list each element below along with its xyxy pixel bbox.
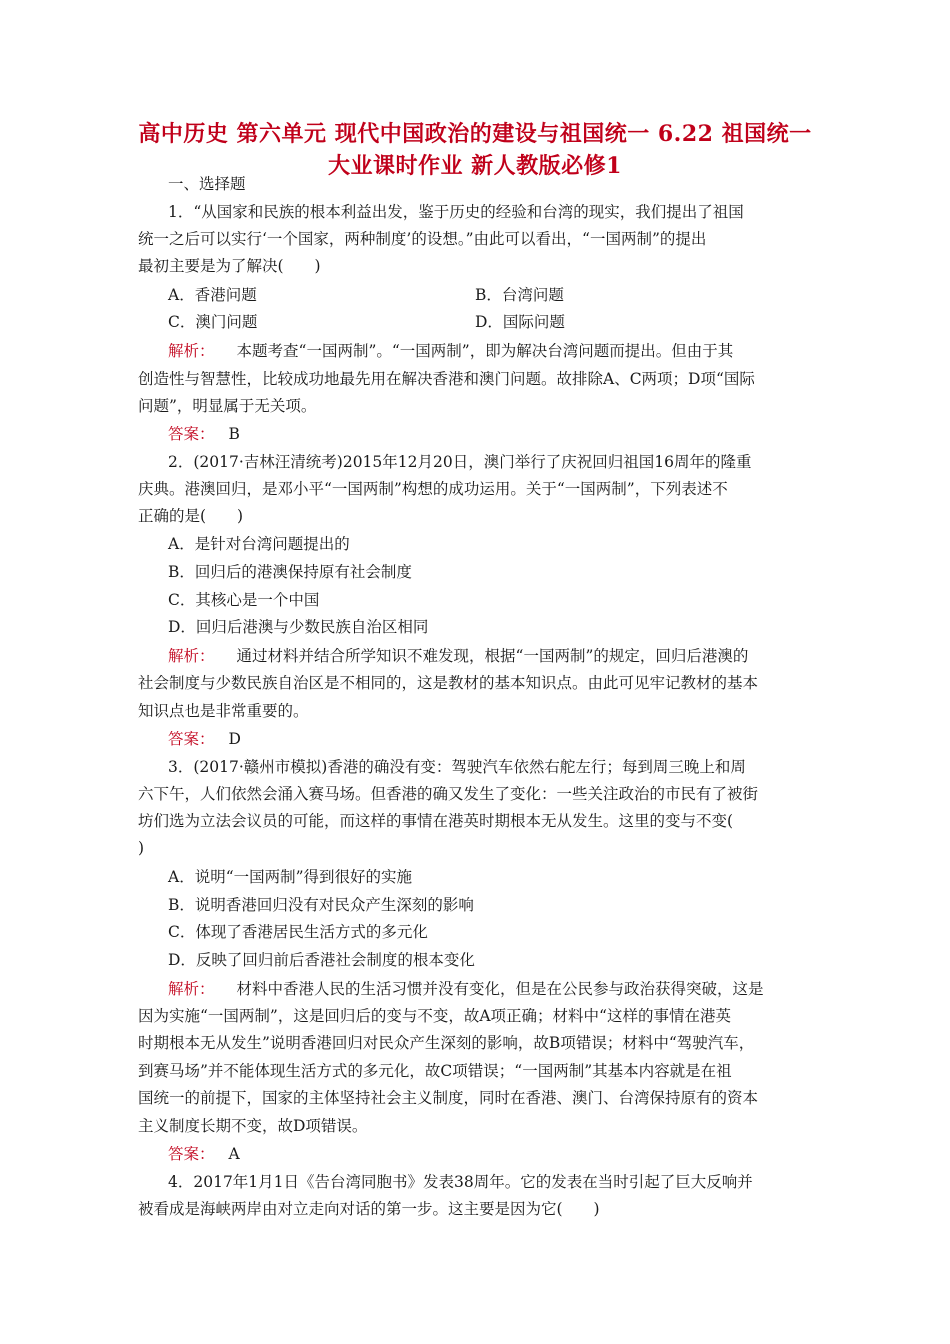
q3-line-1: 3．(2017·赣州市模拟)香港的确没有变：驾驶汽车依然右舵左行；每到周三晚上和周 (168, 758, 746, 776)
q1-option-d: D．国际问题 (475, 313, 565, 331)
q2-analysis-line-3: 知识点也是非常重要的。 (138, 702, 309, 720)
q1-analysis-line-2: 创造性与智慧性，比较成功地最先用在解决香港和澳门问题。故排除A、C两项；D项“国际 (138, 370, 755, 388)
q2-answer-value: D (228, 730, 241, 748)
q1-analysis-line-3: 问题”，明显属于无关项。 (138, 397, 317, 415)
answer-label: 答案： (168, 1145, 215, 1163)
q1-option-b: B．台湾问题 (475, 286, 564, 304)
q3-option-d: D．反映了回归前后香港社会制度的根本变化 (168, 951, 475, 969)
q3-option-c: C．体现了香港居民生活方式的多元化 (168, 923, 428, 941)
q1-option-c: C．澳门问题 (168, 313, 258, 331)
q2-line-1: 2．(2017·吉林汪清统考)2015年12月20日，澳门举行了庆祝回归祖国16周年的隆重 (168, 453, 752, 471)
q4-line-2: 被看成是海峡两岸由对立走向对话的第一步。这主要是因为它( ) (138, 1200, 600, 1218)
q3-analysis-line-4: 到赛马场”并不能体现生活方式的多元化，故C项错误；“一国两制”其基本内容就是在祖 (138, 1062, 732, 1080)
q3-answer-value: A (228, 1145, 240, 1163)
q1-answer (168, 424, 240, 444)
q1-line-2: 统一之后可以实行‘一个国家，两种制度’的设想。”由此可以看出，“一国两制”的提出 (138, 230, 707, 248)
analysis-label: 解析： (168, 980, 215, 998)
q3-analysis-line-5: 国统一的前提下，国家的主体坚持社会主义制度，同时在香港、澳门、台湾保持原有的资本 (138, 1089, 759, 1107)
q2-option-b: B．回归后的港澳保持原有社会制度 (168, 563, 412, 581)
q1-line-1: 1．“从国家和民族的根本利益出发，鉴于历史的经验和台湾的现实，我们提出了祖国 (168, 203, 744, 221)
q3-analysis-line-6: 主义制度长期不变，故D项错误。 (138, 1117, 368, 1135)
q3-line-3: 坊们选为立法会议员的可能，而这样的事情在港英时期根本无从发生。这里的变与不变( (138, 812, 734, 830)
section-heading: 一、选择题 (168, 175, 246, 193)
q2-option-a: A．是针对台湾问题提出的 (168, 535, 350, 553)
q2-line-3: 正确的是( ) (138, 507, 244, 525)
q3-line-2: 六下午，人们依然会涌入赛马场。但香港的确又发生了变化：一些关注政治的市民有了被街 (138, 785, 759, 803)
q4-line-1: 4．2017年1月1日《告台湾同胞书》发表38周年。它的发表在当时引起了巨大反响并 (168, 1173, 753, 1191)
q2-analysis-line-2: 社会制度与少数民族自治区是不相同的，这是教材的基本知识点。由此可见牢记教材的基本 (138, 674, 759, 692)
q2-line-2: 庆典。港澳回归，是邓小平“一国两制”构想的成功运用。关于“一国两制”，下列表述不 (138, 480, 728, 498)
q3-option-b: B．说明香港回归没有对民众产生深刻的影响 (168, 896, 474, 914)
title-line-1: 高中历史 第六单元 现代中国政治的建设与祖国统一 6.22 祖国统一 (138, 121, 812, 147)
answer-label: 答案： (168, 425, 215, 443)
q1-analysis-text: 本题考查“一国两制”。“一国两制”，即为解决台湾问题而提出。但由于其 (236, 342, 734, 360)
q3-line-4: ) (138, 839, 145, 857)
title-line-2: 大业课时作业 新人教版必修1 (328, 153, 622, 179)
q3-analysis-line-3: 时期根本无从发生”说明香港回归对民众产生深刻的影响，故B项错误；材料中“驾驶汽车， (138, 1034, 755, 1052)
q2-analysis-line-1 (168, 646, 748, 666)
q3-answer (168, 1144, 240, 1164)
q2-answer (168, 729, 241, 749)
analysis-label: 解析： (168, 647, 215, 665)
q3-option-a: A．说明“一国两制”得到很好的实施 (168, 868, 413, 886)
q3-analysis-line-2: 因为实施“一国两制”，这是回归后的变与不变，故A项正确；材料中“这样的事情在港英 (138, 1007, 731, 1025)
q1-answer-value: B (228, 425, 240, 443)
q3-analysis-text: 材料中香港人民的生活习惯并没有变化，但是在公民参与政治获得突破，这是 (236, 980, 764, 998)
q1-line-3: 最初主要是为了解决( ) (138, 257, 321, 275)
q3-analysis-line-1 (168, 979, 764, 999)
q2-option-c: C．其核心是一个中国 (168, 591, 320, 609)
q2-option-d: D．回归后港澳与少数民族自治区相同 (168, 618, 429, 636)
document-title (120, 118, 830, 182)
analysis-label: 解析： (168, 342, 215, 360)
q2-analysis-text: 通过材料并结合所学知识不难发现，根据“一国两制”的规定，回归后港澳的 (236, 647, 749, 665)
q1-analysis-line-1 (168, 341, 733, 361)
q1-option-a: A．香港问题 (168, 286, 257, 304)
answer-label: 答案： (168, 730, 215, 748)
